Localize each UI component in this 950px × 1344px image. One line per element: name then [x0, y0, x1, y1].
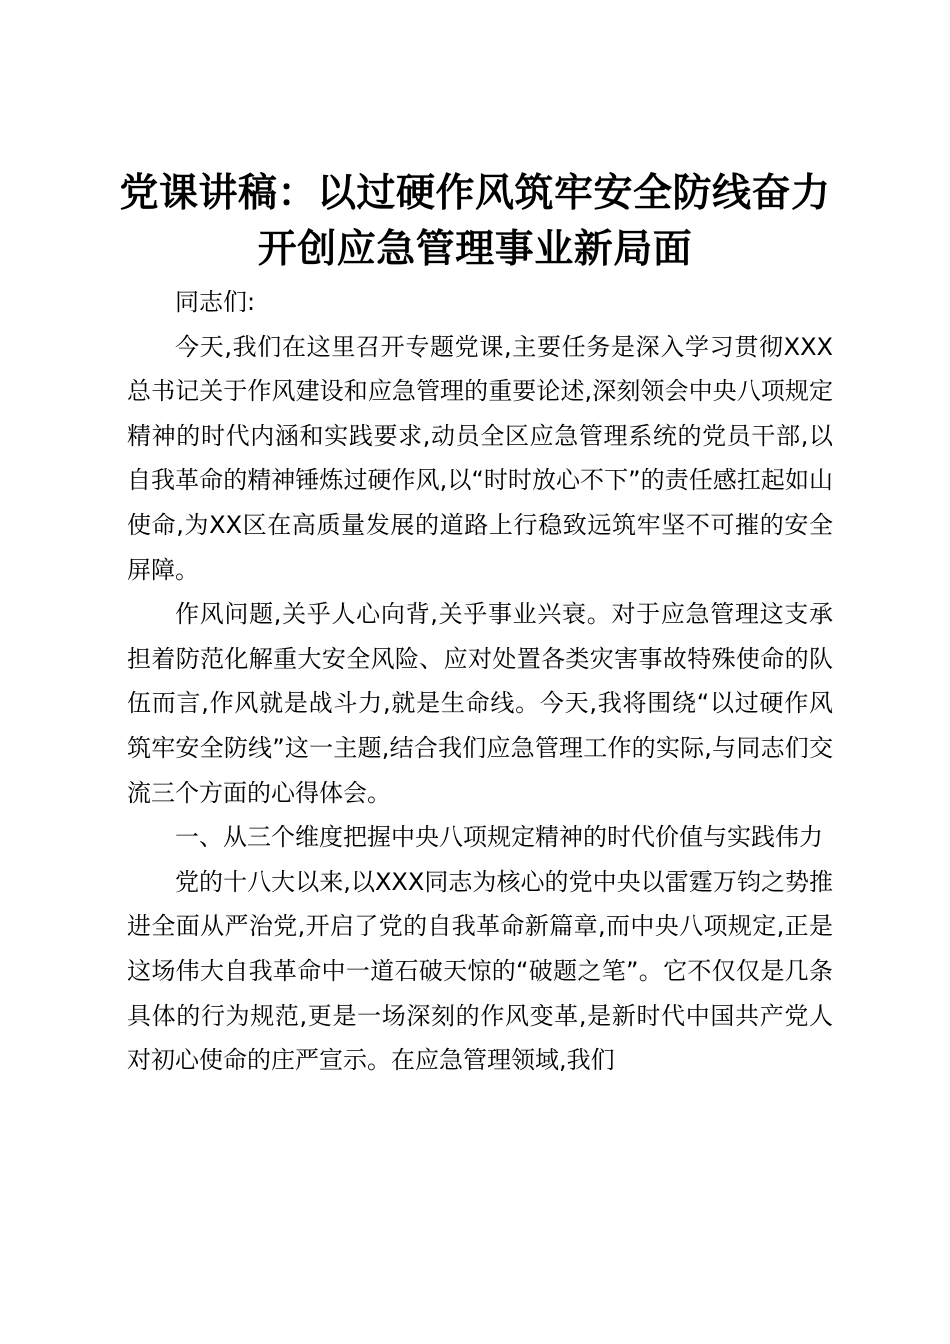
- section-heading: 一、从三个维度把握中央八项规定精神的时代价值与实践伟力: [175, 823, 823, 852]
- section-paragraph: 党的十八大以来,以XXX同志为核心的党中央以雷霆万钧之势推进全面从严治党,开启了党的自我革命新篇章,而中央八项规定,正是这场伟大自我革命中一道石破天惊的“破题之笔”。它不仅仅是几条具体的行为规范,更是一场深刻的作风变革,是新时代中国共产党人对初心使命的庄严宣示。在应急管理领域,我们: [127, 867, 833, 1075]
- document-title: 党课讲稿：以过硬作风筑牢安全防线奋力开创应急管理事业新局面: [119, 171, 831, 272]
- intro-paragraph: 今天,我们在这里召开专题党课,主要任务是深入学习贯彻XXX总书记关于作风建设和应急管理的重要论述,深刻领会中央八项规定精神的时代内涵和实践要求,动员全区应急管理系统的党员干部,以自我革命的精神锤炼过硬作风,以“时时放心不下”的责任感扛起如山使命,为XX区在高质量发展的道路上行稳致远筑牢坚不可摧的安全屏障。: [127, 332, 833, 584]
- salutation-paragraph: 同志们:: [175, 288, 256, 316]
- document-body: [127, 280, 833, 1083]
- theme-paragraph: 作风问题,关乎人心向背,关乎事业兴衰。对于应急管理这支承担着防范化解重大安全风险、应对处置各类灾害事故特殊使命的队伍而言,作风就是战斗力,就是生命线。今天,我将围绕“以过硬作风筑牢安全防线”这一主题,结合我们应急管理工作的实际,与同志们交流三个方面的心得体会。: [127, 600, 833, 807]
